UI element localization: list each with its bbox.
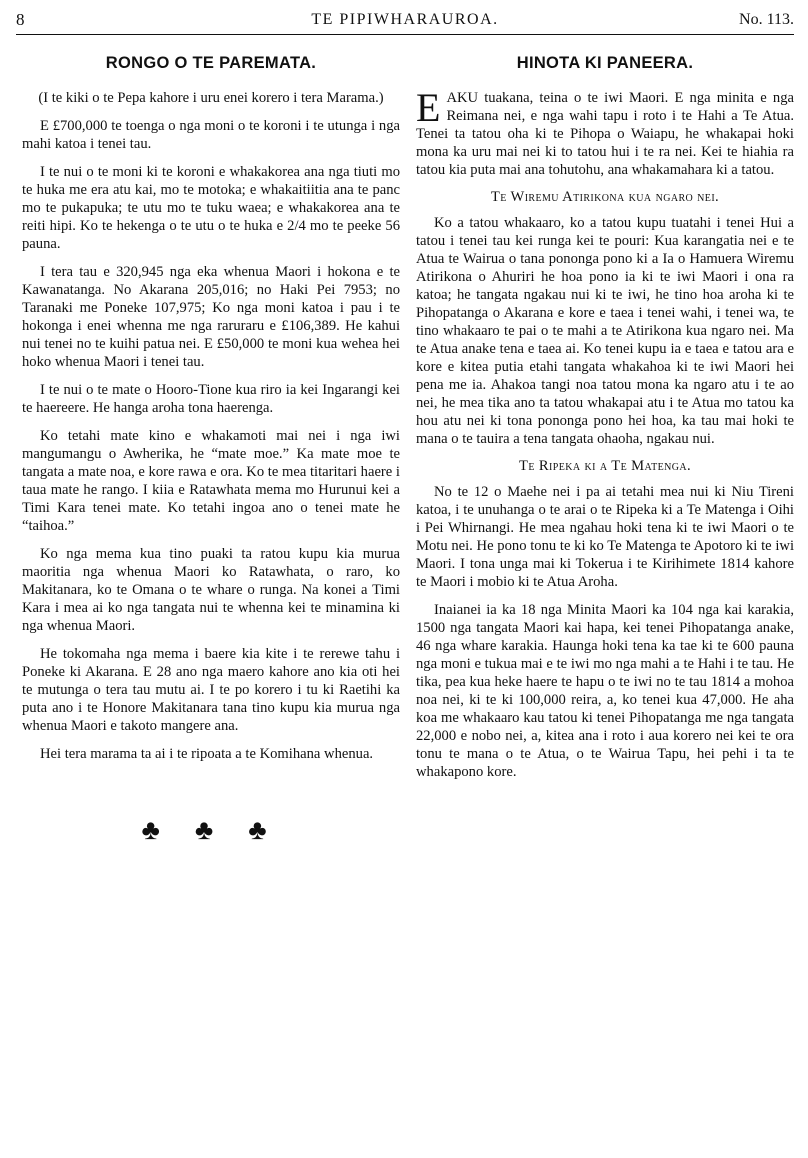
editor-note: (I te kiki o te Pepa kahore i uru enei korero i tera Marama.) <box>38 90 384 106</box>
paragraph: I tera tau e 320,945 nga eka whenua Maori i hokona e te Kawanatanga. No Akarana 205,016; no Haki Pei 7953; no Taranaki me Poneke 107,975; Ko nga moni katoa i pau i te hokonga i enei whenna me nga raruraru e £106,389. He kahui nui tenei no te kuihi patua nei. E £50,000 te moni kua wehea hei hoko whenua Maori i tenei tau. <box>22 264 400 370</box>
club-ornament-icon: ♣ ♣ ♣ <box>141 815 281 846</box>
left-column <box>22 52 400 847</box>
paragraph: Ko a tatou whakaaro, ko a tatou kupu tuatahi i tenei Hui a tatou i tenei tau kei runga kei te pouri: Kua karangatia nei e te Atua te Wairua o tana pononga pono ki a Ia o Hamuera Wiremu Atirikona o Ahuriri he hoa pono ia ki te iwi Maori i ona ra katoa; he tangata ngakau nui ki te iwi, he tino hoa aroha ki te Pihopatanga o Akarana e kore e taea i tenei wahi, i tenei wa, te tino whakaaro te pai o te mahi a te Atirikona kua ngaro nei. Ma te Atua anake tena e taea ai. Ko tenei kupu ia e taea e tatou ara e kore e kitea putia etahi tangata whakahoa ki te iwi Maori hei pena me ia. Ahakoa tangi noa tatou mona ka ngaro atu i te ao nei, he mea tika ano ta tatou whakapai atu i te Atua mo tatou ka hou atu nei ki tona pononga pono hei hoa, ka tau mai hoki te mana o te tauira a tena tangata ohaoha, ngakau nui. <box>416 215 794 447</box>
intro-paragraph <box>416 85 794 179</box>
paragraph: Ko nga mema kua tino puaki ta ratou kupu kia murua maoritia nga whenua Maori ko Ratawhata, o raro, ko Makitanara, ko te Omana o te whare o runga. Na konei a Timi Kara i mea ai ko nga tangata nui te whenna kei te minamina ki nga whenua Maori. <box>22 546 400 634</box>
subheading-archdeacon: Te Wiremu Atirikona kua ngaro nei. <box>490 189 720 205</box>
issue-number: No. 113. <box>739 11 794 28</box>
intro-text: AKU tuakana, teina o te iwi Maori. E nga minita e nga Reimana nei, e nga wahi tapu i roto i te Hahi a Te Atua. Tenei ta tatou oha ki te Pihopa o Waiapu, he whakapai hoki mona ka uru mai nei ki to tatou hui i te ra nei. Kei te hiahia ra tatou kia puta mai ana tohutohu, ana whakamahara ki a tatou. <box>416 90 794 178</box>
paragraph: Hei tera marama ta ai i te ripoata a te Komihana whenua. <box>40 746 374 762</box>
subheading-cross: Te Ripeka ki a Te Matenga. <box>519 458 691 474</box>
page-number: 8 <box>16 10 25 29</box>
article-heading-synod: HINOTA KI PANEERA. <box>516 54 694 72</box>
paragraph: Inaianei ia ka 18 nga Minita Maori ka 104 nga kai karakia, 1500 nga tangata Maori kai hapa, kei tenei Pihopatanga anake, 46 nga whare karakia. Haunga hoki tena ka tae ki te 600 pauna nga moni e tukua mai e te iwi mo nga mahi a te Hahi i te tau. He tika, pea kua heke haere te hapu o te iwi no te tau 1814 a mohoa noa nei, ki te ki 100,000 reira, a, ko tenei kua 47,000. He aha koa me whakaaro kau tatou ki tenei Pihopatanga me nga tangata 22,000 e nobo nei, a, kitea ana i roto i aua korero nei kei te ora tonu te mana o te Atua, o te Wairua Tapu, hei pehi i ta te whakapono kore. <box>416 602 794 780</box>
paragraph: E £700,000 te toenga o nga moni o te koroni i te utunga i nga mahi katoa i tenei tau. <box>22 118 400 152</box>
drop-cap: E <box>416 85 441 130</box>
article-heading-parliament: RONGO O TE PAREMATA. <box>105 54 317 72</box>
paragraph: Ko tetahi mate kino e whakamoti mai nei i nga iwi mangumangu o Awherika, he “mate moe.” Ka mate moe te tangata a mate noa, e kore rawa e ora. Ko te mea titaritari haere i taua mate he rango. I kiia e Ratawhata mema mo Hurunui kei a Timi Kara tenei mate. Ko tetahi ingoa ano o tenei mate he “taihoa.” <box>22 428 400 534</box>
paragraph: I te nui o te mate o Hooro-Tione kua riro ia kei Ingarangi kei te haereere. He hanga aroha tona haerenga. <box>22 382 400 416</box>
paragraph: He tokomaha nga mema i baere kia kite i te rerewe tahu i Poneke ki Akarana. E 28 ano nga maero kahore ano kia oti hei te mutunga o tera tau mutu ai. I te po korero i tu ki Raetihi ka puta ano i te Honore Makitanara tana tino kupu kia murua nga whenua Maori e takoto mangere ana. <box>22 646 400 734</box>
paragraph: I te nui o te moni ki te koroni e whakakorea ana nga tiuti mo te huka me era atu kai, mo te motoka; e whakaitiitia ana te panc mo te pukapuka; te utu mo te tuku waea; e whakakorea ana te reiti hipi. Ko te hekenga o te utu o te huka e 2/4 mo te peeke 56 pauna. <box>22 164 400 252</box>
page-header <box>16 8 794 35</box>
paragraph: No te 12 o Maehe nei i pa ai tetahi mea nui ki Niu Tireni katoa, i te unuhanga o te arai o te Ripeka ki a Te Matenga i Oihi i Pei Whirnangi. He mea ngahau hoki tena ki te iwi Maori o te Motu nei. He pono tonu te ki ko Te Matenga te Apotoro ki te iwi Maori. I tona unga mai ki Tokerua i te Kirihimete 1814 kahore te Maori i mobio ki te Atua Aroha. <box>416 484 794 590</box>
publication-title: TE PIPIWHARAUROA. <box>311 11 499 28</box>
right-column <box>416 52 794 791</box>
